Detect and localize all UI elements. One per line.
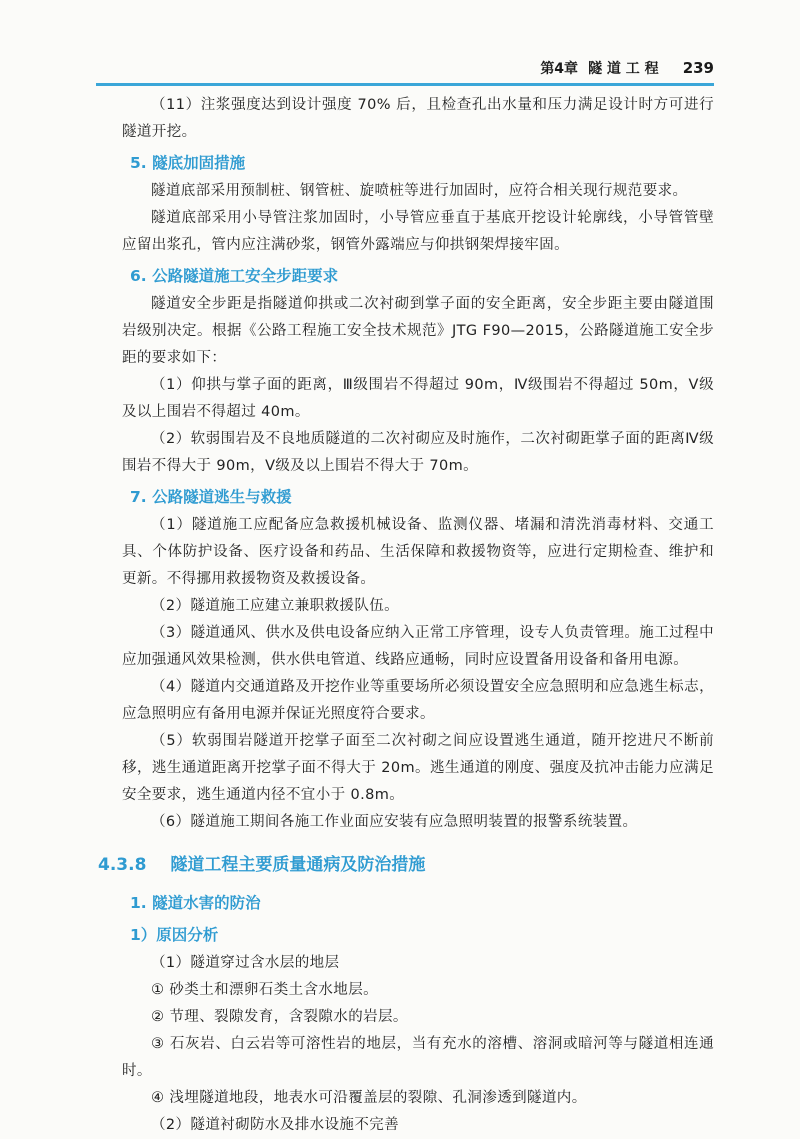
section-number: 4.3.8 xyxy=(98,855,147,875)
subsection-heading: 5. 隧底加固措施 xyxy=(130,154,246,172)
subsection-heading: 6. 公路隧道施工安全步距要求 xyxy=(130,267,339,285)
subsection-heading: 1. 隧道水害的防治 xyxy=(130,894,261,912)
paragraph: ③ 石灰岩、白云岩等可溶性岩的地层，当有充水的溶槽、溶洞或暗河等与隧道相连通时。 xyxy=(122,1036,714,1079)
header-rule xyxy=(96,83,714,86)
paragraph: （2）隧道施工应建立兼职救援队伍。 xyxy=(151,598,400,614)
paragraph: （6）隧道施工期间各施工作业面应安装有应急照明装置的报警系统装置。 xyxy=(151,814,638,830)
chapter-label: 第4章 xyxy=(540,61,579,77)
subsection-heading: 7. 公路隧道逃生与救援 xyxy=(130,488,292,506)
section-heading xyxy=(98,850,714,880)
paragraph: （2）软弱围岩及不良地质隧道的二次衬砌应及时施作，二次衬砌距掌子面的距离Ⅳ级围岩不得大于 90m，Ⅴ级及以上围岩不得大于 70m。 xyxy=(122,431,714,474)
paragraph: ④ 浅埋隧道地段，地表水可沿覆盖层的裂隙、孔洞渗透到隧道内。 xyxy=(151,1090,587,1106)
paragraph: 隧道底部采用小导管注浆加固时，小导管应垂直于基底开挖设计轮廓线，小导管管壁应留出浆孔，管内应注满砂浆，钢管外露端应与仰拱钢架焊接牢固。 xyxy=(122,210,714,253)
paragraph: （1）隧道施工应配备应急救援机械设备、监测仪器、堵漏和清洗消毒材料、交通工具、个体防护设备、医疗设备和药品、生活保障和救援物资等，应进行定期检查、维护和更新。不得挪用救援物资及救援设备。 xyxy=(122,517,714,587)
paragraph: （5）软弱围岩隧道开挖掌子面至二次衬砌之间应设置逃生通道，随开挖进尺不断前移，逃生通道距离开挖掌子面不得大于 20m。逃生通道的刚度、强度及抗冲击能力应满足安全要求，逃生通道内径不宜小于 0.8m。 xyxy=(122,733,714,803)
paragraph: （4）隧道内交通道路及开挖作业等重要场所必须设置安全应急照明和应急逃生标志，应急照明应有备用电源并保证光照度符合要求。 xyxy=(122,679,714,722)
paragraph: （1）仰拱与掌子面的距离，Ⅲ级围岩不得超过 90m，Ⅳ级围岩不得超过 50m，Ⅴ级及以上围岩不得超过 40m。 xyxy=(122,377,714,420)
paragraph: （11）注浆强度达到设计强度 70% 后，且检查孔出水量和压力满足设计时方可进行隧道开挖。 xyxy=(122,97,714,140)
paragraph: （1）隧道穿过含水层的地层 xyxy=(151,955,340,971)
page-number: 239 xyxy=(682,59,714,77)
paragraph: ② 节理、裂隙发育，含裂隙水的岩层。 xyxy=(151,1009,408,1025)
page-body xyxy=(98,92,714,1139)
paragraph: （2）隧道衬砌防水及排水设施不完善 xyxy=(151,1117,400,1133)
paragraph: （3）隧道通风、供水及供电设备应纳入正常工序管理，设专人负责管理。施工过程中应加强通风效果检测，供水供电管道、线路应通畅，同时应设置备用设备和备用电源。 xyxy=(122,625,714,668)
chapter-title: 隧 道 工 程 xyxy=(588,61,659,77)
paragraph: 隧道安全步距是指隧道仰拱或二次衬砌到掌子面的安全距离，安全步距主要由隧道围岩级别决定。根据《公路工程施工安全技术规范》JTG F90—2015，公路隧道施工安全步距的要求如下： xyxy=(122,296,714,366)
section-title: 隧道工程主要质量通病及防治措施 xyxy=(170,855,426,875)
paragraph: ① 砂类土和漂卵石类土含水地层。 xyxy=(151,982,379,998)
paragraph: 隧道底部采用预制桩、钢管桩、旋喷桩等进行加固时，应符合相关现行规范要求。 xyxy=(151,183,688,199)
running-header xyxy=(540,58,714,78)
subsubsection-heading: 1）原因分析 xyxy=(130,926,219,944)
